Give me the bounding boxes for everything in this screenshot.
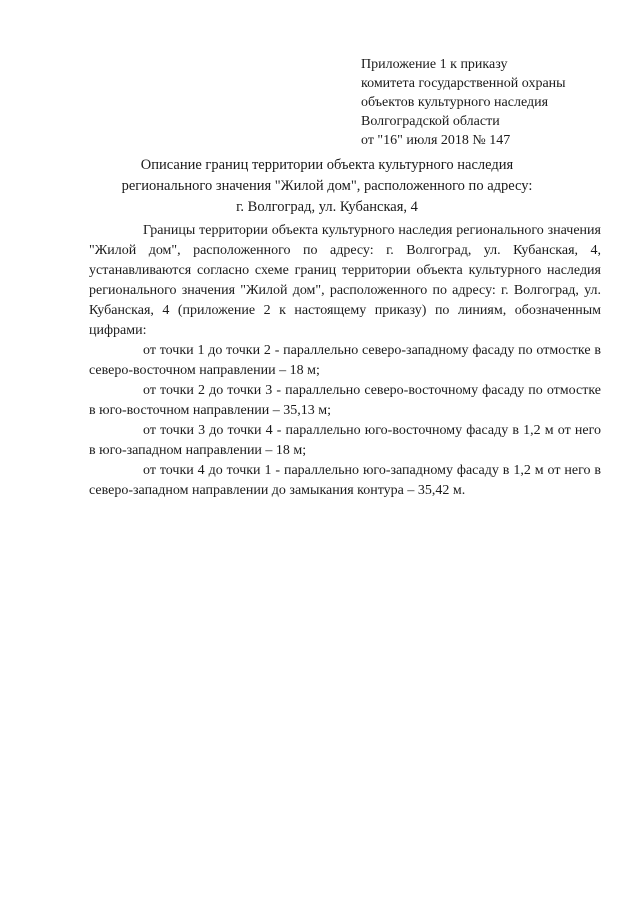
boundary-item: от точки 2 до точки 3 - параллельно северо-восточному фасаду по отмостке в юго-восточном направлении – 35,13 м; (89, 383, 601, 418)
appendix-line: объектов культурного наследия (361, 95, 549, 110)
title-line: регионального значения "Жилой дом", расположенного по адресу: (121, 178, 533, 194)
boundary-item: от точки 1 до точки 2 - параллельно северо-западному фасаду по отмостке в северо-восточном направлении – 18 м; (89, 343, 601, 378)
appendix-date-line: от "16" июля 2018 № 147 (361, 133, 511, 148)
appendix-line: комитета государственной охраны (361, 76, 566, 91)
boundary-item: от точки 3 до точки 4 - параллельно юго-восточному фасаду в 1,2 м от него в юго-западном направлении – 18 м; (89, 423, 601, 458)
title-line: г. Волгоград, ул. Кубанская, 4 (236, 199, 418, 215)
title-line: Описание границ территории объекта культурного наследия (140, 157, 514, 173)
appendix-line: Волгоградской области (361, 114, 500, 129)
appendix-line: Приложение 1 к приказу (361, 57, 508, 72)
intro-paragraph: Границы территории объекта культурного наследия регионального значения "Жилой дом", расположенного по адресу: г. Волгоград, ул. Кубанская, 4, устанавливаются согласно схеме границ территории объекта культурного наследия регионального значения "Жилой дом", расположенного по адресу: г. Волгоград, ул. Кубанская, 4 (приложение 2 к настоящему приказу) по линиям, обозначенным цифрами: (89, 223, 601, 338)
document-title (90, 155, 564, 218)
appendix-header (361, 55, 611, 150)
document-body (89, 221, 601, 501)
boundary-item: от точки 4 до точки 1 - параллельно юго-западному фасаду в 1,2 м от него в северо-западном направлении до замыкания контура – 35,42 м. (89, 463, 601, 498)
